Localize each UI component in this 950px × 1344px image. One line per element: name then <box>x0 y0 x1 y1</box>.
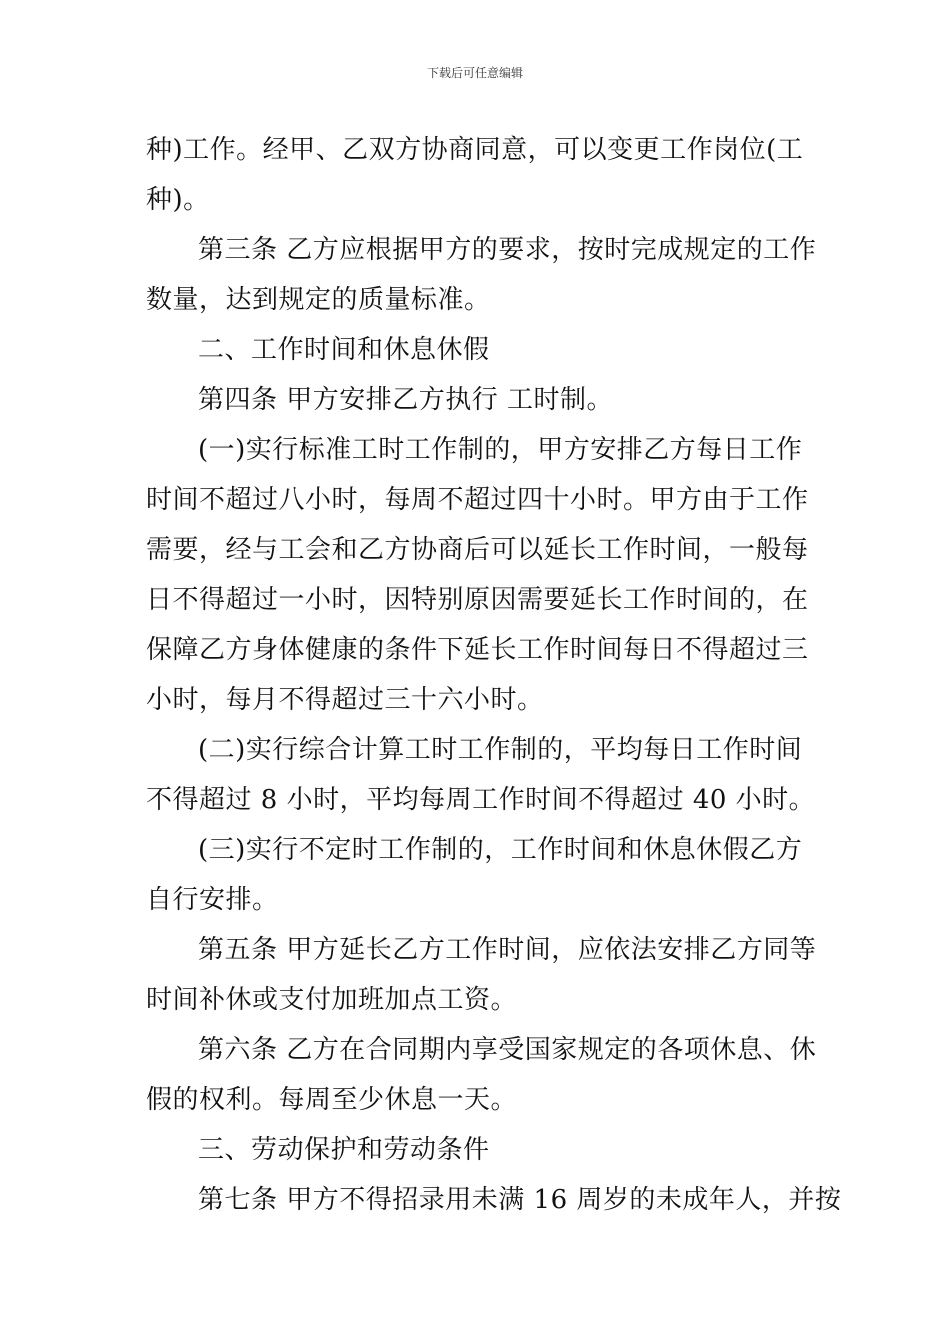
paragraph-line: (一)实行标准工时工作制的，甲方安排乙方每日工作 <box>198 435 803 465</box>
paragraph-line: 不得超过 8 小时，平均每周工作时间不得超过 40 小时。 <box>146 785 816 815</box>
paragraph-line: 假的权利。每周至少休息一天。 <box>146 1085 518 1115</box>
paragraph-line: 第五条 甲方延长乙方工作时间，应依法安排乙方同等 <box>198 935 817 965</box>
paragraph-line: 种)。 <box>146 185 210 215</box>
section-heading: 二、工作时间和休息休假 <box>198 335 490 365</box>
paragraph-line: 保障乙方身体健康的条件下延长工作时间每日不得超过三 <box>146 635 809 665</box>
paragraph-line: 时间补休或支付加班加点工资。 <box>146 985 518 1015</box>
paragraph-line: 自行安排。 <box>146 885 279 915</box>
paragraph-line: 种)工作。经甲、乙双方协商同意，可以变更工作岗位(工 <box>146 135 804 165</box>
paragraph-line: 第四条 甲方安排乙方执行 工时制。 <box>198 385 614 415</box>
paragraph-line: 数量，达到规定的质量标准。 <box>146 285 491 315</box>
paragraph-line: (三)实行不定时工作制的，工作时间和休息休假乙方 <box>198 835 803 865</box>
paragraph-line: 第七条 甲方不得招录用未满 16 周岁的未成年人，并按 <box>198 1185 842 1215</box>
paragraph-line: 时间不超过八小时，每周不超过四十小时。甲方由于工作 <box>146 485 809 515</box>
page-header: 下载后可任意编辑 <box>426 66 523 80</box>
section-heading: 三、劳动保护和劳动条件 <box>198 1135 490 1165</box>
paragraph-line: 需要，经与工会和乙方协商后可以延长工作时间，一般每 <box>146 535 809 565</box>
paragraph-line: (二)实行综合计算工时工作制的，平均每日工作时间 <box>198 735 803 765</box>
paragraph-line: 第六条 乙方在合同期内享受国家规定的各项休息、休 <box>198 1035 817 1065</box>
paragraph-line: 第三条 乙方应根据甲方的要求，按时完成规定的工作 <box>198 235 817 265</box>
paragraph-line: 日不得超过一小时，因特别原因需要延长工作时间的，在 <box>146 585 809 615</box>
paragraph-line: 小时，每月不得超过三十六小时。 <box>146 685 544 715</box>
